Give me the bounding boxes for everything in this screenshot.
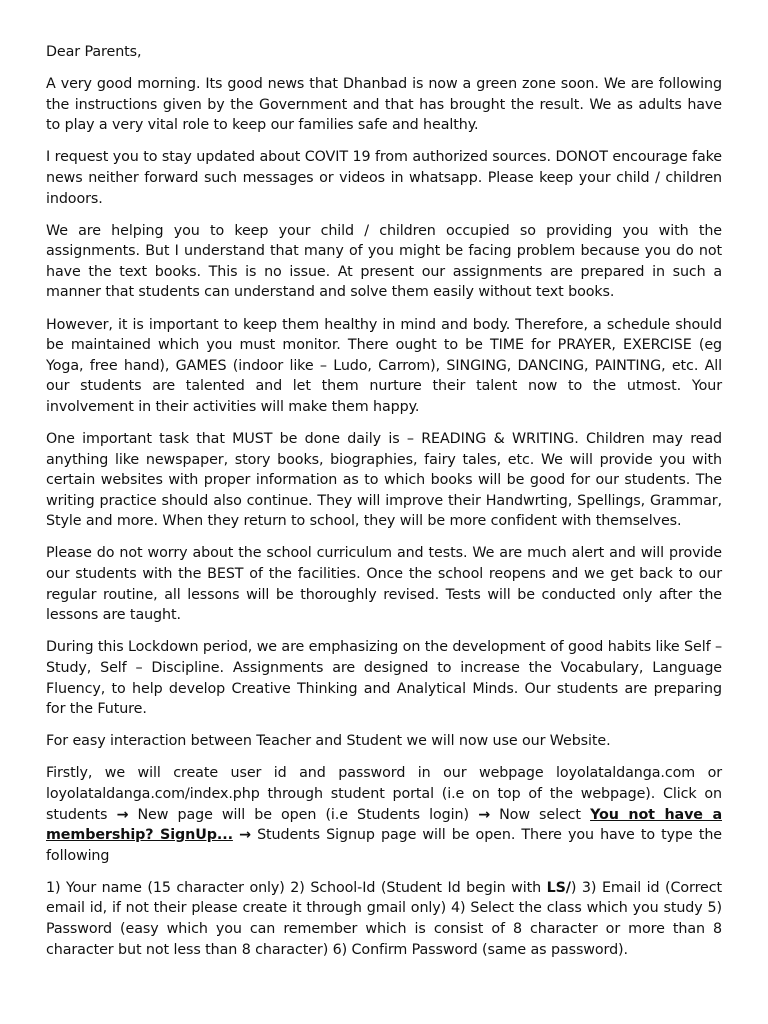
paragraph-10	[46, 878, 722, 960]
p9-text-2: New page will be open (i.e Students login)	[128, 806, 479, 823]
paragraph-4: However, it is important to keep them healthy in mind and body. Therefore, a schedule should be maintained which you must monitor. There ought to be TIME for PRAYER, EXERCISE (eg Yoga, free hand), GAMES (indoor like – Ludo, Carrom), SINGING, DANCING, PAINTING, etc. All our students are talented and let them nurture their talent now to the utmost. Your involvement in their activities will make them happy.	[46, 316, 722, 415]
paragraph-1: A very good morning. Its good news that Dhanbad is now a green zone soon. We are following the instructions given by the Government and that has brought the result. We as adults have to play a very vital role to keep our families safe and healthy.	[46, 76, 722, 134]
paragraph-3: We are helping you to keep your child / children occupied so providing you with the assignments. But I understand that many of you might be facing problem because you do not have the text books. This is no issue. At present our assignments are prepared in such a manner that students can understand and solve them easily without text books.	[46, 222, 722, 301]
arrow-right-icon: →	[116, 806, 129, 823]
p9-text-4: Students Signup page will be open. There you have to type the following	[46, 827, 722, 864]
p10-text-2: ) 3) Email id (Correct email id, if not their please create it through gmail only) 4) Select the class which you study 5) Password (easy which you can remember which is consist of 8 character or more than 8 character but not less than 8 character) 6) Confirm Password (same as password).	[46, 879, 722, 958]
arrow-right-icon: →	[478, 806, 490, 823]
paragraph-9	[46, 763, 722, 866]
p10-text-1: 1) Your name (15 character only) 2) School-Id (Student Id begin with	[46, 879, 547, 896]
signup-link-text: You not have a membership? SignUp...	[46, 806, 723, 844]
paragraph-2: I request you to stay updated about COVIT 19 from authorized sources. DONOT encourage fake news neither forward such messages or videos in whatsapp. Please keep your child / children indoors.	[46, 149, 722, 207]
school-id-prefix: LS/	[546, 879, 571, 896]
p9-text-1: Firstly, we will create user id and password in our webpage loyolataldanga.com or loyolataldanga.com/index.php through student portal (i.e on top of the webpage). Click on students	[46, 765, 722, 823]
paragraph-7: During this Lockdown period, we are emphasizing on the development of good habits like Self – Study, Self – Discipline. Assignments are designed to increase the Vocabulary, Language Fluency, to help develop Creative Thinking and Analytical Minds. Our students are preparing for the Future.	[46, 639, 723, 718]
paragraph-6: Please do not worry about the school curriculum and tests. We are much alert and will provide our students with the BEST of the facilities. Once the school reopens and we get back to our regular routine, all lessons will be thoroughly revised. Tests will be conducted only after the lessons are taught.	[46, 545, 722, 624]
paragraph-8: For easy interaction between Teacher and Student we will now use our Website.	[46, 733, 611, 750]
salutation: Dear Parents,	[46, 44, 142, 60]
p9-text-3: Now select	[489, 806, 591, 823]
arrow-right-icon: →	[239, 827, 251, 844]
paragraph-5: One important task that MUST be done daily is – READING & WRITING. Children may read anything like newspaper, story books, biographies, fairy tales, etc. We will provide you with certain websites with proper information as to which books will be good for our students. The writing practice should also continue. They will improve their Handwrting, Spellings, Grammar, Style and more. When they return to school, they will be more confident with themselves.	[46, 431, 722, 530]
